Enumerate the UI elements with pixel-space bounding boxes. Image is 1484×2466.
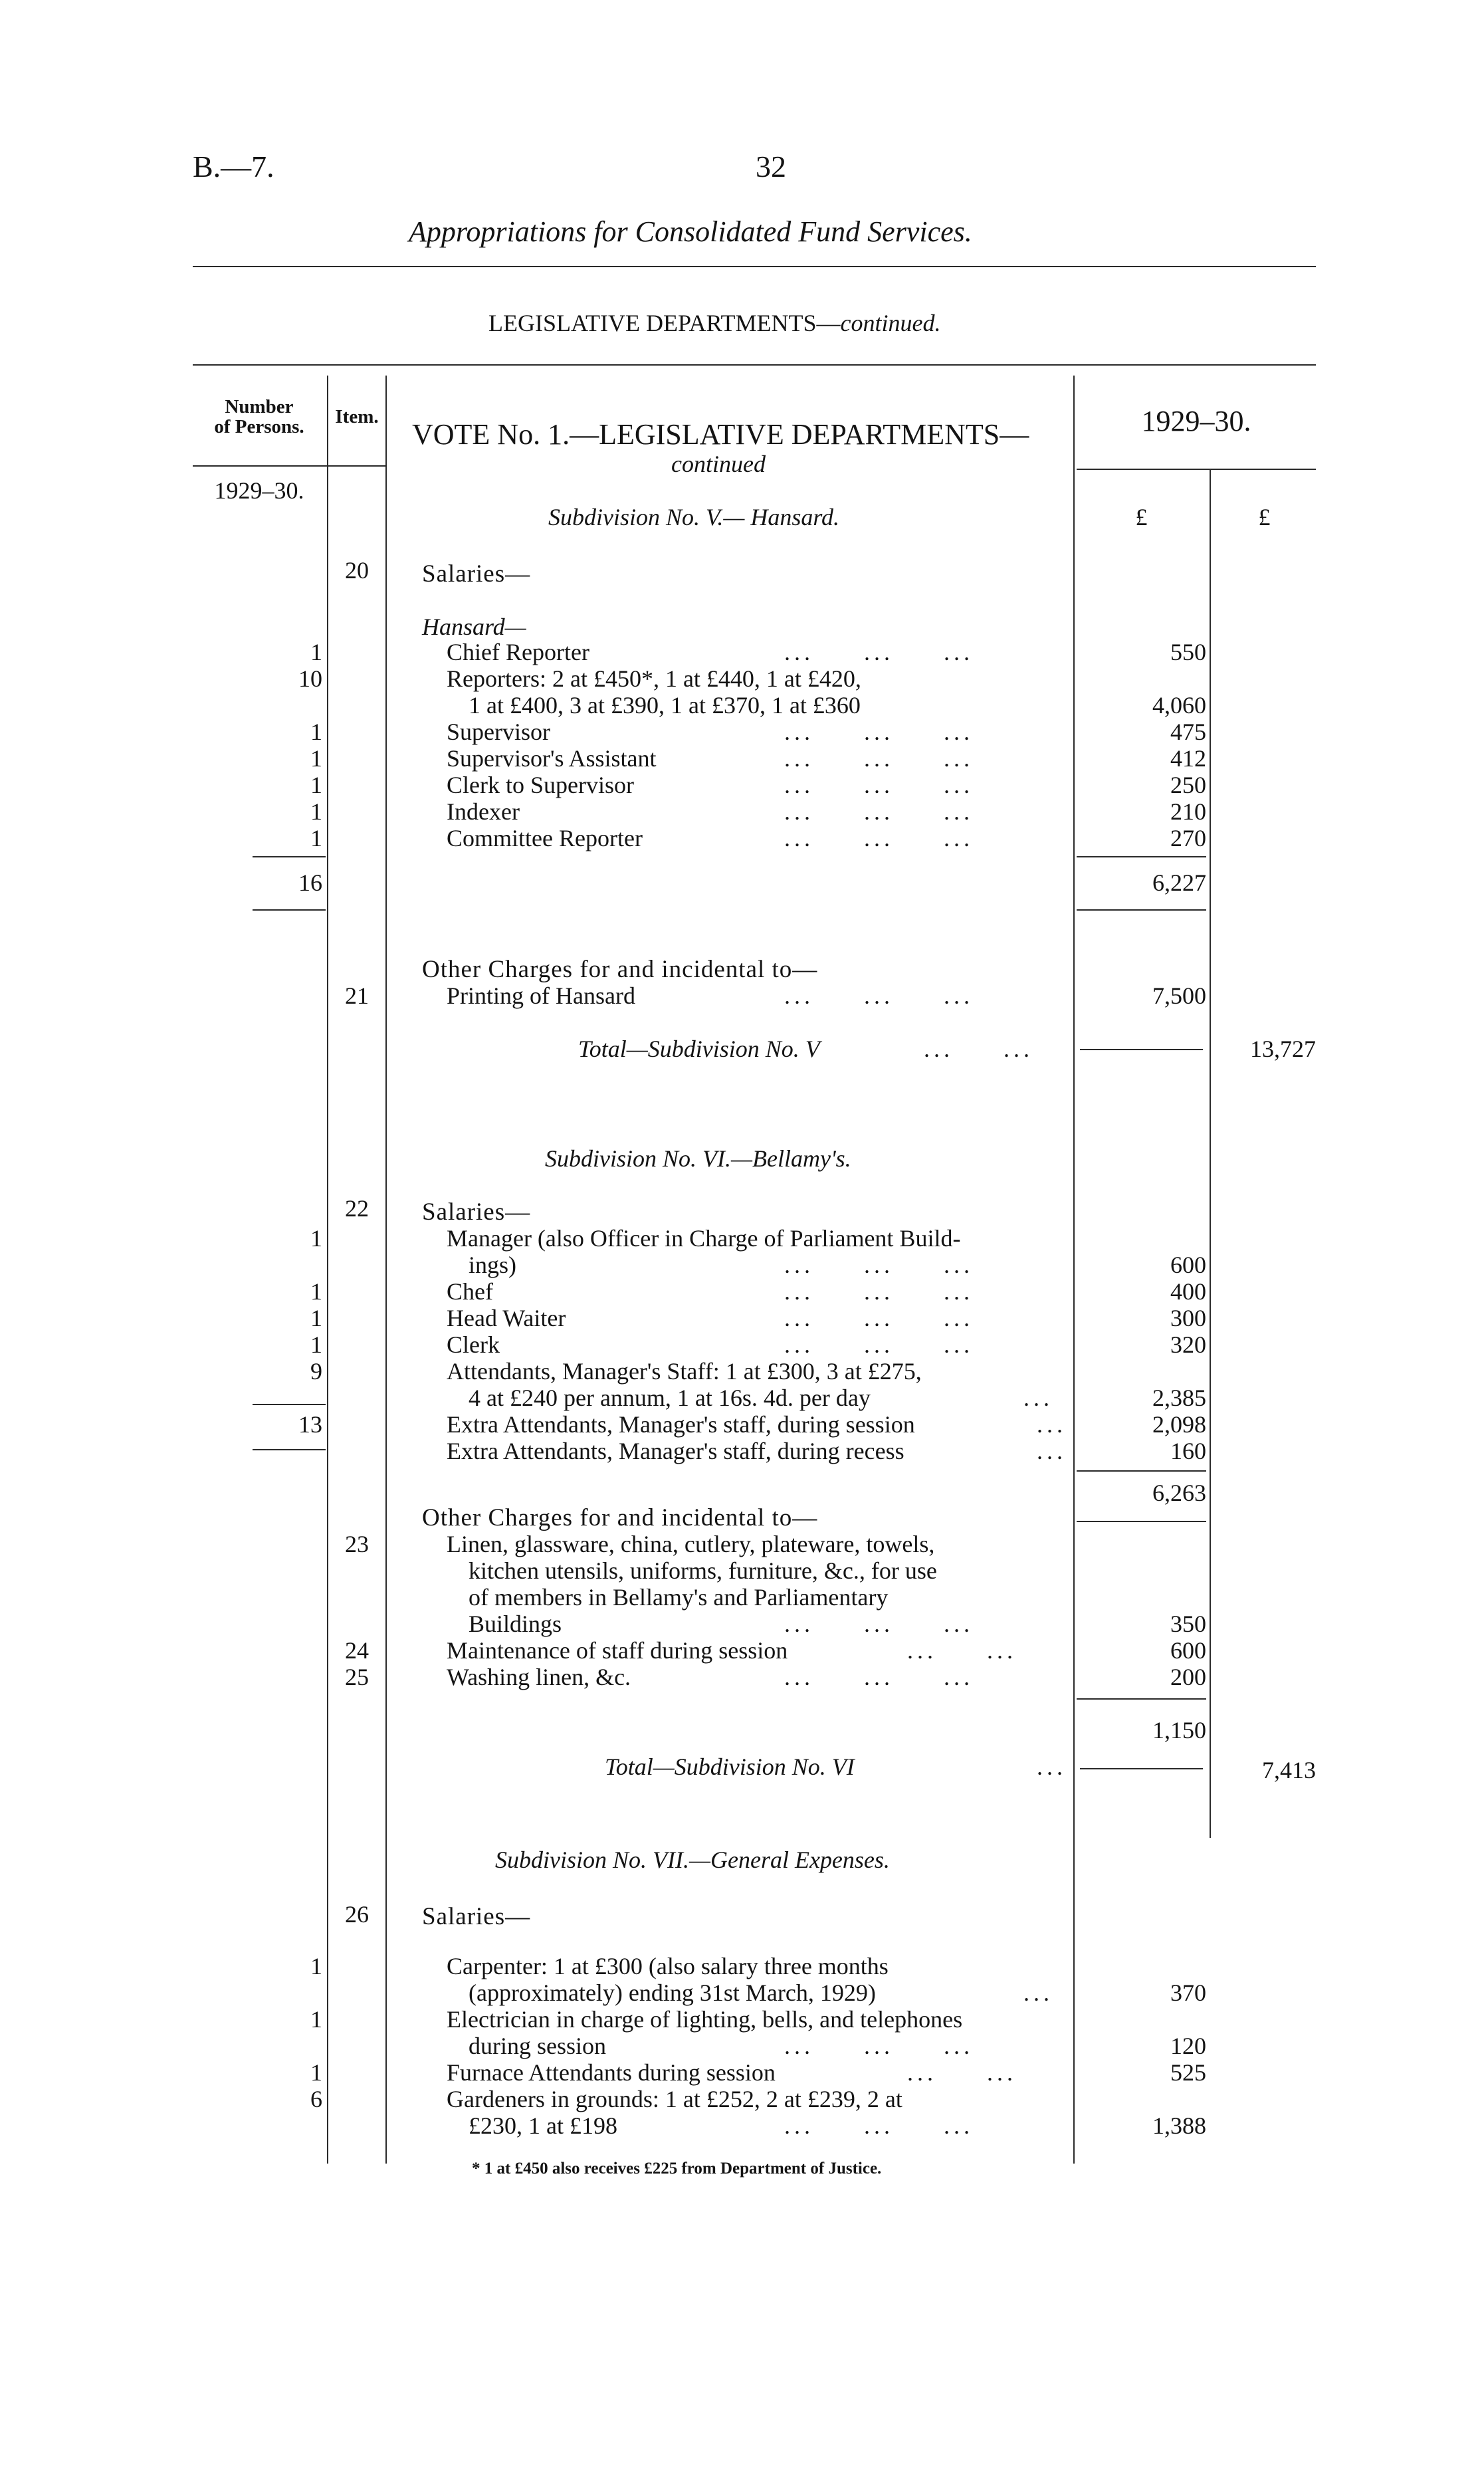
item-22: 22 (345, 1195, 369, 1222)
section-heading: LEGISLATIVE DEPARTMENTS—continued. (488, 310, 941, 336)
item-24: 24 (345, 1637, 369, 1664)
other-charges-total: 1,150 (1152, 1717, 1206, 1743)
line-item-label-continued: of members in Bellamy's and Parliamentary (469, 1584, 889, 1611)
line-item-label: Electrician in charge of lighting, bells, and telephones (447, 2006, 963, 2033)
amount-value: 550 (1170, 639, 1206, 665)
page-title: Appropriations for Consolidated Fund Services. (409, 215, 972, 248)
line-item-label: Gardeners in grounds: 1 at £252, 2 at £239, 2 at (447, 2086, 902, 2112)
line-item-label-continued: ings) (469, 1252, 516, 1278)
amount-value: 350 (1170, 1611, 1206, 1637)
subdivision-v-heading: Subdivision No. V.— Hansard. (548, 504, 840, 530)
line-item-label: Printing of Hansard (447, 982, 635, 1009)
amount-value: 4,060 (1152, 692, 1206, 719)
amount-value: 400 (1170, 1278, 1206, 1305)
amount-value: 200 (1170, 1664, 1206, 1690)
dot-leader: ... ... (907, 2059, 1017, 2086)
persons-value: 1 (310, 1305, 322, 1331)
line-item-label: Attendants, Manager's Staff: 1 at £300, 3 at £275, (447, 1358, 922, 1385)
hansard-group-label: Hansard— (422, 614, 526, 640)
dot-leader: ... ... ... (784, 2112, 974, 2139)
line-item-label-continued: £230, 1 at £198 (469, 2112, 617, 2139)
line-item-label: Clerk (447, 1331, 500, 1358)
line-item-label-continued: Buildings (469, 1611, 562, 1637)
dot-leader: ... ... ... (784, 825, 974, 851)
year-header-rule (1077, 469, 1316, 470)
amount-column-rule (1073, 376, 1075, 2164)
persons-total: 16 (298, 869, 322, 896)
persons-label-1: Number (225, 396, 294, 417)
line-item-label: Head Waiter (447, 1305, 566, 1331)
line-item-label: Washing linen, &c. (447, 1664, 631, 1690)
amount-value: 270 (1170, 825, 1206, 851)
persons-value: 1 (310, 825, 322, 851)
subdivision-total-label: Total—Subdivision No. VI (605, 1753, 855, 1780)
amount-value: 475 (1170, 719, 1206, 745)
dot-leader: ... ... ... (784, 1664, 974, 1690)
dot-leader: ... ... ... (784, 1331, 974, 1358)
section-rule (193, 364, 1316, 366)
line-item-label: Chief Reporter (447, 639, 589, 665)
other-charges-label: Other Charges for and incidental to— (422, 1504, 818, 1531)
line-item-label: Extra Attendants, Manager's staff, during recess (447, 1438, 904, 1464)
amount-value: 2,098 (1152, 1411, 1206, 1438)
amount-value: 2,385 (1152, 1385, 1206, 1411)
item-column-rule (385, 376, 387, 2164)
line-item-label: Maintenance of staff during session (447, 1637, 788, 1664)
amount-value: 300 (1170, 1305, 1206, 1331)
line-item-label: Supervisor (447, 719, 550, 745)
item-25: 25 (345, 1664, 369, 1690)
persons-value: 1 (310, 1278, 322, 1305)
persons-value: 6 (310, 2086, 322, 2112)
other-charges-label: Other Charges for and incidental to— (422, 956, 818, 983)
dot-leader: ... ... ... (784, 745, 974, 772)
total-dash-rule (1080, 1768, 1203, 1769)
amount-value: 1,388 (1152, 2112, 1206, 2139)
dot-leader: ... (1037, 1753, 1067, 1780)
persons-label-2: of Persons. (214, 416, 304, 437)
persons-total: 13 (298, 1411, 322, 1438)
amount-subtotal-rule (1077, 1470, 1206, 1472)
dot-leader: ... ... ... (784, 772, 974, 798)
vote-continued: continued (671, 451, 766, 477)
total-dash-rule (1080, 1049, 1203, 1050)
year-label: 1929–30. (1141, 405, 1251, 437)
amount-value: 600 (1170, 1252, 1206, 1278)
amount-total-rule (1077, 909, 1206, 911)
dot-leader: ... ... (907, 1637, 1017, 1664)
line-item-label: Linen, glassware, china, cutlery, plateware, towels, (447, 1531, 935, 1557)
salaries-label: Salaries— (422, 1198, 531, 1226)
amount-value: 210 (1170, 798, 1206, 825)
persons-value: 1 (310, 2059, 322, 2086)
persons-value: 10 (298, 665, 322, 692)
page-number: 32 (756, 150, 786, 183)
persons-value: 1 (310, 772, 322, 798)
amount-value: 320 (1170, 1331, 1206, 1358)
persons-value: 1 (310, 2006, 322, 2033)
item-label: Item. (335, 406, 379, 427)
persons-subtotal-rule (253, 856, 326, 857)
salaries-label: Salaries— (422, 1903, 531, 1930)
dot-leader: ... ... ... (784, 639, 974, 665)
item-23: 23 (345, 1531, 369, 1557)
line-item-label: Supervisor's Assistant (447, 745, 657, 772)
salaries-total: 6,263 (1152, 1480, 1206, 1506)
dot-leader: ... ... ... (784, 1278, 974, 1305)
line-item-label: Committee Reporter (447, 825, 643, 851)
line-item-label: Reporters: 2 at £450*, 1 at £440, 1 at £420, (447, 665, 861, 692)
line-item-label: Chef (447, 1278, 493, 1305)
amount-value: 250 (1170, 772, 1206, 798)
dot-leader: ... (1037, 1411, 1067, 1438)
pound-column-1: £ (1135, 504, 1148, 530)
item-20: 20 (345, 557, 369, 584)
amount-value: 160 (1170, 1438, 1206, 1464)
amount-value: 370 (1170, 1979, 1206, 2006)
amount-value: 600 (1170, 1637, 1206, 1664)
amount-value: 412 (1170, 745, 1206, 772)
line-item-label: Extra Attendants, Manager's staff, during session (447, 1411, 915, 1438)
persons-value: 1 (310, 1331, 322, 1358)
pound-column-2: £ (1258, 504, 1271, 530)
dot-leader: ... ... ... (784, 2033, 974, 2059)
dot-leader: ... (1023, 1385, 1053, 1411)
dot-leader: ... ... ... (784, 719, 974, 745)
item-21: 21 (345, 982, 369, 1009)
amount-subtotal-rule (1077, 1698, 1206, 1700)
line-item-label-continued: 1 at £400, 3 at £390, 1 at £370, 1 at £360 (469, 692, 861, 719)
persons-total-rule (253, 1449, 326, 1450)
persons-value: 1 (310, 1953, 322, 1979)
amount-subtotal-rule (1077, 856, 1206, 857)
amount-value: 120 (1170, 2033, 1206, 2059)
dot-leader: ... ... ... (784, 1252, 974, 1278)
line-item-label-continued: (approximately) ending 31st March, 1929) (469, 1979, 876, 2006)
subdivision-vii-heading: Subdivision No. VII.—General Expenses. (495, 1847, 890, 1873)
dot-leader: ... ... ... (784, 1305, 974, 1331)
dot-leader: ... (1023, 1979, 1053, 2006)
footnote: * 1 at £450 also receives £225 from Department of Justice. (472, 2160, 882, 2178)
persons-subtotal-rule (253, 1404, 326, 1405)
line-item-label: Carpenter: 1 at £300 (also salary three months (447, 1953, 889, 1979)
persons-column-rule (327, 376, 328, 2164)
subdivision-vi-heading: Subdivision No. VI.—Bellamy's. (545, 1145, 851, 1172)
line-item-label-continued: kitchen utensils, uniforms, furniture, &c., for use (469, 1557, 937, 1584)
persons-total-rule (253, 909, 326, 911)
dot-leader: ... ... (924, 1036, 1033, 1062)
line-item-label-continued: during session (469, 2033, 606, 2059)
title-rule (193, 266, 1316, 267)
persons-value: 1 (310, 798, 322, 825)
dot-leader: ... ... ... (784, 1611, 974, 1637)
subdivision-total: 7,413 (1262, 1757, 1316, 1783)
page-ref: B.—7. (193, 150, 274, 183)
item-26: 26 (345, 1901, 369, 1928)
item-header-rule (327, 465, 387, 467)
persons-value: 1 (310, 639, 322, 665)
subdivision-total: 13,727 (1250, 1036, 1316, 1062)
subdivision-total-label: Total—Subdivision No. V (578, 1036, 820, 1062)
amount-value: 7,500 (1152, 982, 1206, 1009)
salaries-label: Salaries— (422, 560, 531, 588)
vote-title: VOTE No. 1.—LEGISLATIVE DEPARTMENTS— (412, 418, 1029, 451)
salaries-total: 6,227 (1152, 869, 1206, 896)
line-item-label: Manager (also Officer in Charge of Parliament Build- (447, 1225, 961, 1252)
persons-value: 1 (310, 719, 322, 745)
line-item-label: Furnace Attendants during session (447, 2059, 776, 2086)
line-item-label-continued: 4 at £240 per annum, 1 at 16s. 4d. per day (469, 1385, 871, 1411)
amount-value: 525 (1170, 2059, 1206, 2086)
dot-leader: ... ... ... (784, 982, 974, 1009)
line-item-label: Indexer (447, 798, 520, 825)
dot-leader: ... (1037, 1438, 1067, 1464)
amount-total-rule (1077, 1521, 1206, 1522)
persons-value: 1 (310, 745, 322, 772)
persons-value: 9 (310, 1358, 322, 1385)
total-column-rule (1210, 469, 1211, 1838)
persons-value: 1 (310, 1225, 322, 1252)
line-item-label: Clerk to Supervisor (447, 772, 634, 798)
dot-leader: ... ... ... (784, 798, 974, 825)
persons-year: 1929–30. (214, 477, 304, 504)
